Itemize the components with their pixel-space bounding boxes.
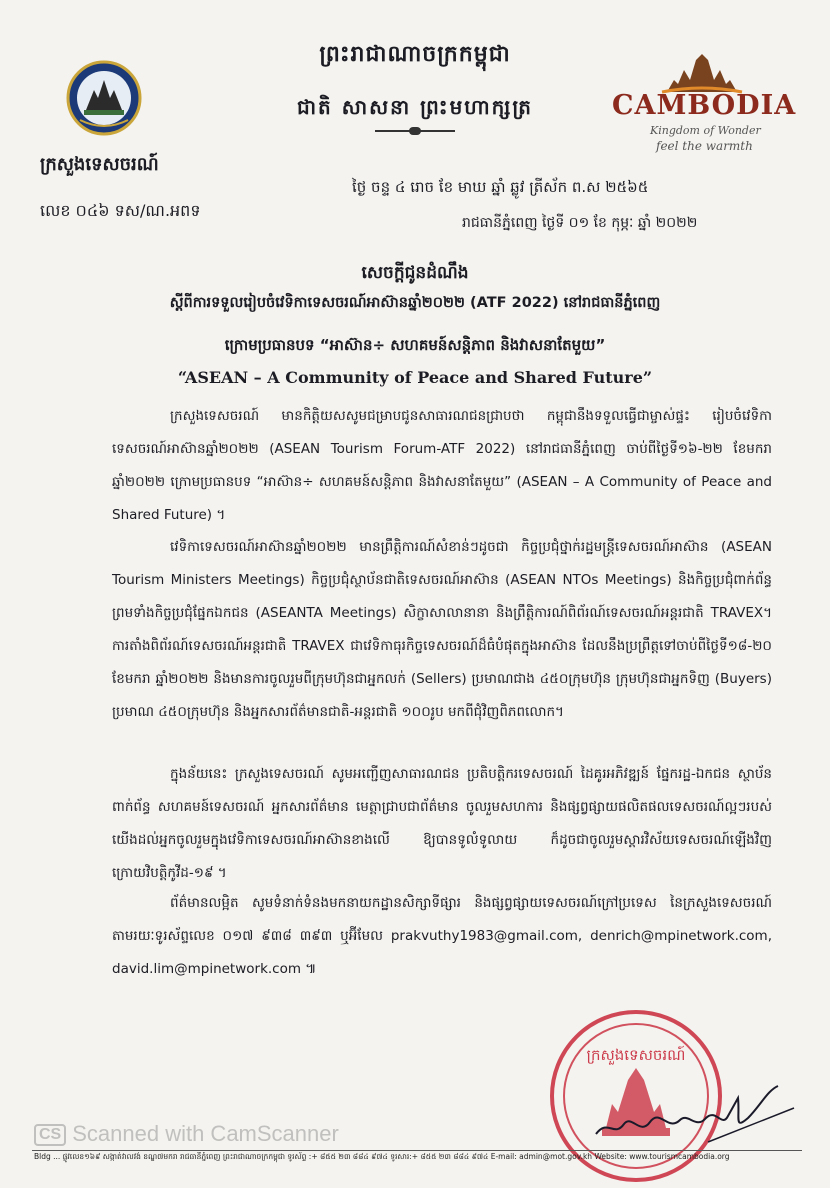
body-paragraph-1: ក្រសួងទេសចរណ៍ មានកិត្តិយសសូមជម្រាបជូនសាធារណជនជ្រាបថា កម្ពុជានឹងទទួលធ្វើជាម្ចាស់ផ្ទះ រៀបចំវេទិកាទេសចរណ៍អាស៊ានឆ្នាំ២០២២ (ASEAN Tourism Forum-ATF 2022) នៅរាជធានីភ្នំពេញ ចាប់ពីថ្ងៃទី១៦-២២ ខែមករា ឆ្នាំ២០២២ ក្រោមប្រធានបទ “អាស៊ាន÷ សហគមន៍សន្តិភាព និងវាសនាតែមួយ” (ASEAN – A Community of Peace and Shared Future) ។ [112,408,772,523]
body-paragraph-4: ព័ត៌មានលម្អិត សូមទំនាក់ទំនងមកនាយកដ្ឋានសិក្សាទីផ្សារ និងផ្សព្វផ្សាយទេសចរណ៍ក្រៅប្រទេស នៃក្រសួងទេសចរណ៍តាមរយៈទូរស័ព្ទលេខ ០១៧ ៩៣៨ ៣៩៣ ឬអ៊ីមែល prakvuthy1983@gmail.com, denrich@mpinetwork.com, david.lim@mpinetwork.com ៕ [112,895,772,977]
document-title: សេចក្ដីជូនដំណឹង [361,263,469,283]
camscanner-watermark [34,1121,339,1147]
footer-address: Bldg ... ផ្លូវលេខ១៦៩ សង្កាត់វាលវង់ ខណ្ឌ៧មករា រាជធានីភ្នំពេញ ព្រះរាជាណាចក្រកម្ពុជា ទូរស័ព្ទ :+ ៨៥៥ ២៣ ៨៨៤ ៩៧៤ ទូរសារ:+ ៨៥៥ ២៣ ៨៨៤ ៩៧៤ E-mail: admin@mot.gov.kh Website: www.tourismcambodia.org [34,1152,730,1161]
camscanner-badge: CS [34,1124,66,1146]
camscanner-watermark-text: Scanned with CamScanner [72,1121,339,1146]
body-paragraph-2: វេទិកាទេសចរណ៍អាស៊ានឆ្នាំ២០២២ មានព្រឹត្តិការណ៍សំខាន់ៗដូចជា កិច្ចប្រជុំថ្នាក់រដ្ឋមន្ត្រីទេសចរណ៍អាស៊ាន (ASEAN Tourism Ministers Meetings) កិច្ចប្រជុំស្ថាប័នជាតិទេសចរណ៍អាស៊ាន (ASEAN NTOs Meetings) និងកិច្ចប្រជុំពាក់ព័ន្ធ ព្រមទាំងកិច្ចប្រជុំផ្នែកឯកជន (ASEANTA Meetings) សិក្ខាសាលានានា និងព្រឹត្តិការណ៍ពិព័រណ៍ទេសចរណ៍អន្តរជាតិ TRAVEX។ ការតាំងពិព័រណ៍ទេសចរណ៍អន្តរជាតិ TRAVEX ជាវេទិកាធុរកិច្ចទេសចរណ៍ដ៏ធំបំផុតក្នុងអាស៊ាន ដែលនឹងប្រព្រឹត្តទៅចាប់ពីថ្ងៃទី១៨-២០ ខែមករា ឆ្នាំ២០២២ និងមានការចូលរួមពីក្រុមហ៊ុនជាអ្នកលក់ (Sellers) ប្រមាណជាង ៤៥០ក្រុមហ៊ុន ក្រុមហ៊ុនជាអ្នកទិញ (Buyers) ប្រមាណ ៤៥០ក្រុមហ៊ុន និងអ្នកសារព័ត៌មានជាតិ-អន្តរជាតិ ១០០រូប មកពីជុំវិញពិភពលោក។ [112,539,772,720]
document-theme-khmer: ក្រោមប្រធានបទ “អាស៊ាន÷ សហគមន៍សន្តិភាព និងវាសនាតែមួយ” [224,336,606,354]
cambodia-wordmark: CAMBODIA [612,90,797,121]
reference-number: លេខ ០៤៦ ទស/ណ.អពទ [40,201,201,220]
lunar-date: ថ្ងៃ ចន្ទ ៤ រោច ខែ មាឃ ឆ្នាំ ឆ្លូវ ត្រីស័ក ព.ស ២៥៦៥ [352,178,649,196]
solar-date: រាជធានីភ្នំពេញ ថ្ងៃទី ០១ ខែ កុម្ភៈ ឆ្នាំ ២០២២ [462,215,698,231]
footer-divider [32,1150,802,1151]
handwritten-signature-icon [588,1078,798,1148]
document-theme-english: “ASEAN – A Community of Peace and Shared Future” [177,368,653,387]
tagline-kingdom: Kingdom of Wonder [650,124,761,137]
angkor-silhouette-icon [612,54,792,94]
ornament-divider [375,130,455,132]
kingdom-heading: ព្រះរាជាណាចក្រកម្ពុជា [319,42,511,67]
ministry-of-tourism-emblem-icon [66,60,142,136]
cambodia-brand-logo [612,54,797,164]
national-motto: ជាតិ សាសនា ព្រះមហាក្សត្រ [297,95,533,119]
document-subject: ស្ដីពីការទទួលរៀបចំវេទិកាទេសចរណ៍អាស៊ានឆ្នាំ២០២២ (ATF 2022) នៅរាជធានីភ្នំពេញ [169,295,661,311]
body-paragraph-3: ក្នុងន័យនេះ ក្រសួងទេសចរណ៍ សូមអញ្ជើញសាធារណជន ប្រតិបត្តិករទេសចរណ៍ ដៃគូរអភិវឌ្ឍន៍ ផ្នែករដ្ឋ-ឯកជន ស្ថាប័នពាក់ព័ន្ធ សហគមន៍ទេសចរណ៍ អ្នកសារព័ត៌មាន មេត្តាជ្រាបជាព័ត៌មាន ចូលរួមសហការ និងផ្សព្វផ្សាយផលិតផលទេសចរណ៍ល្អៗរបស់យើងដល់អ្នកចូលរួមក្នុងវេទិកាទេសចរណ៍អាស៊ានខាងលើ ឱ្យបានទូលំទូលាយ ក៏ដូចជាចូលរួមស្ដារវិស័យទេសចរណ៍ឡើងវិញក្រោយវិបត្តិកូវីដ-១៩ ។ [112,766,772,881]
ministry-name: ក្រសួងទេសចរណ៍ [40,154,159,175]
tagline-warmth: feel the warmth [656,139,753,153]
seal-text: ក្រសួងទេសចរណ៍ [586,1046,686,1064]
